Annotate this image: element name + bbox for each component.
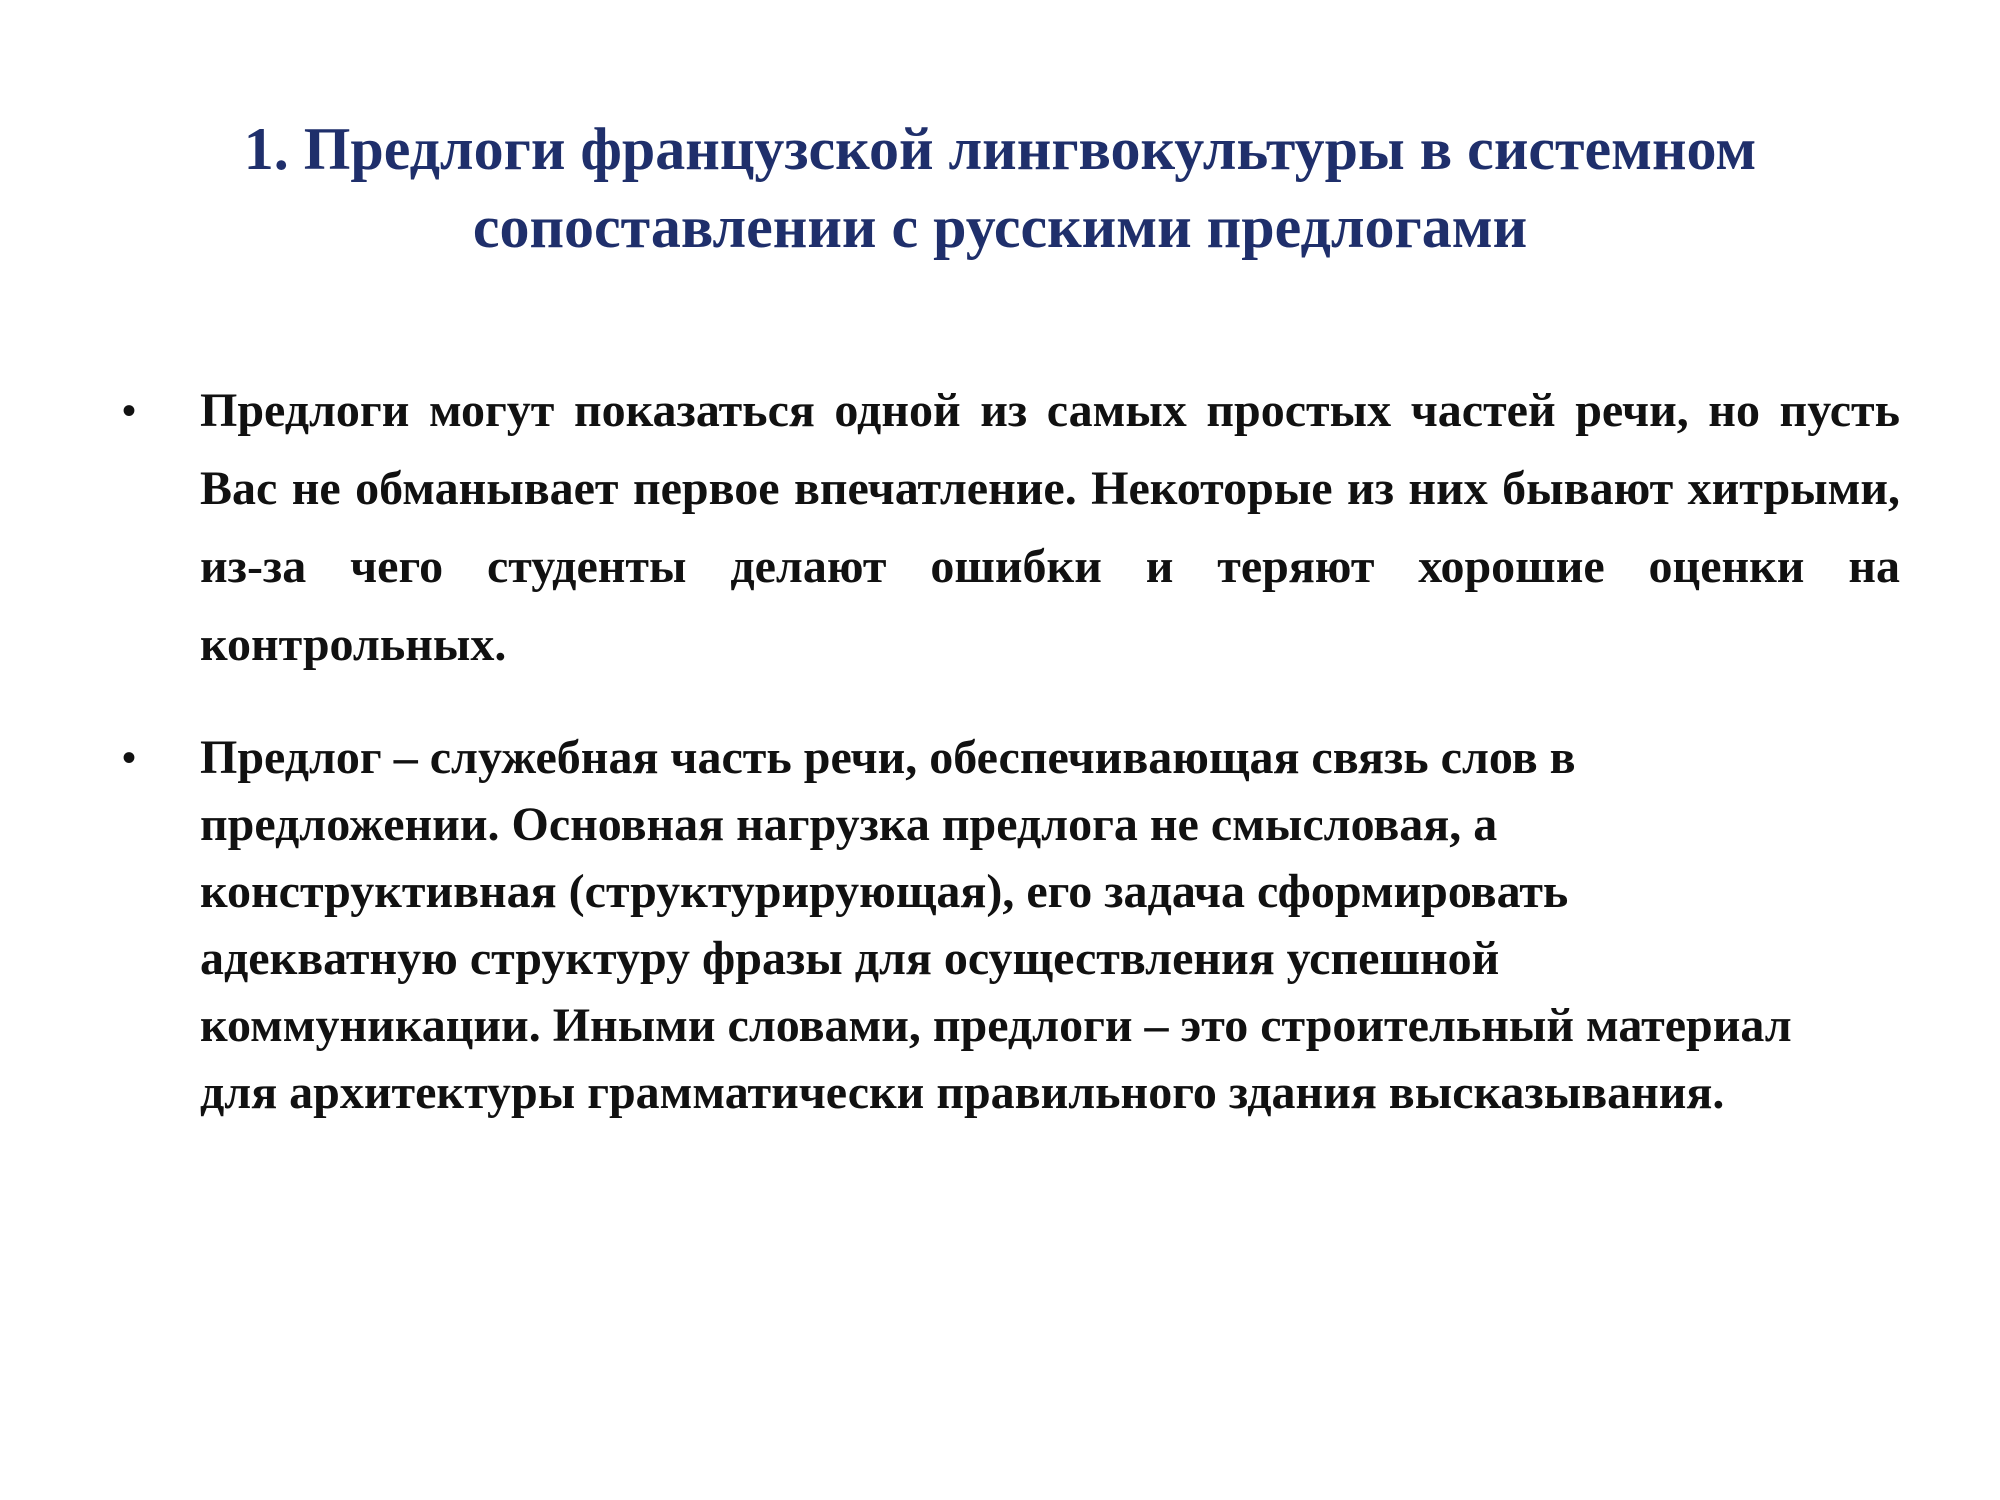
bullet-item-1 [110, 372, 1900, 684]
bullet-text-2: Предлог – служебная часть речи, обеспечивающая связь слов в предложении. Основная нагрузка предлога не смысловая, а конструктивная (структурирующая), его задача сформировать адекватную структуру фразы для осуществления успешной коммуникации. Иными словами, предлоги – это строительный материал для архитектуры грамматически правильного здания высказывания. [200, 731, 1792, 1119]
bullet-text-1: Предлоги могут показаться одной из самых простых частей речи, но пусть Вас не обманывает первое впечатление. Некоторые из них бывают хитрыми, из-за чего студенты делают ошибки и теряют хорошие оценки на контрольных. [200, 384, 1900, 671]
bullet-list [110, 372, 1900, 1126]
bullet-item-2 [110, 724, 1900, 1126]
slide-title: 1. Предлоги французской лингвокультуры в системном сопоставлении с русскими предлогами [243, 116, 1757, 260]
bullet-marker: • [122, 735, 137, 780]
bullet-marker: • [122, 388, 137, 433]
